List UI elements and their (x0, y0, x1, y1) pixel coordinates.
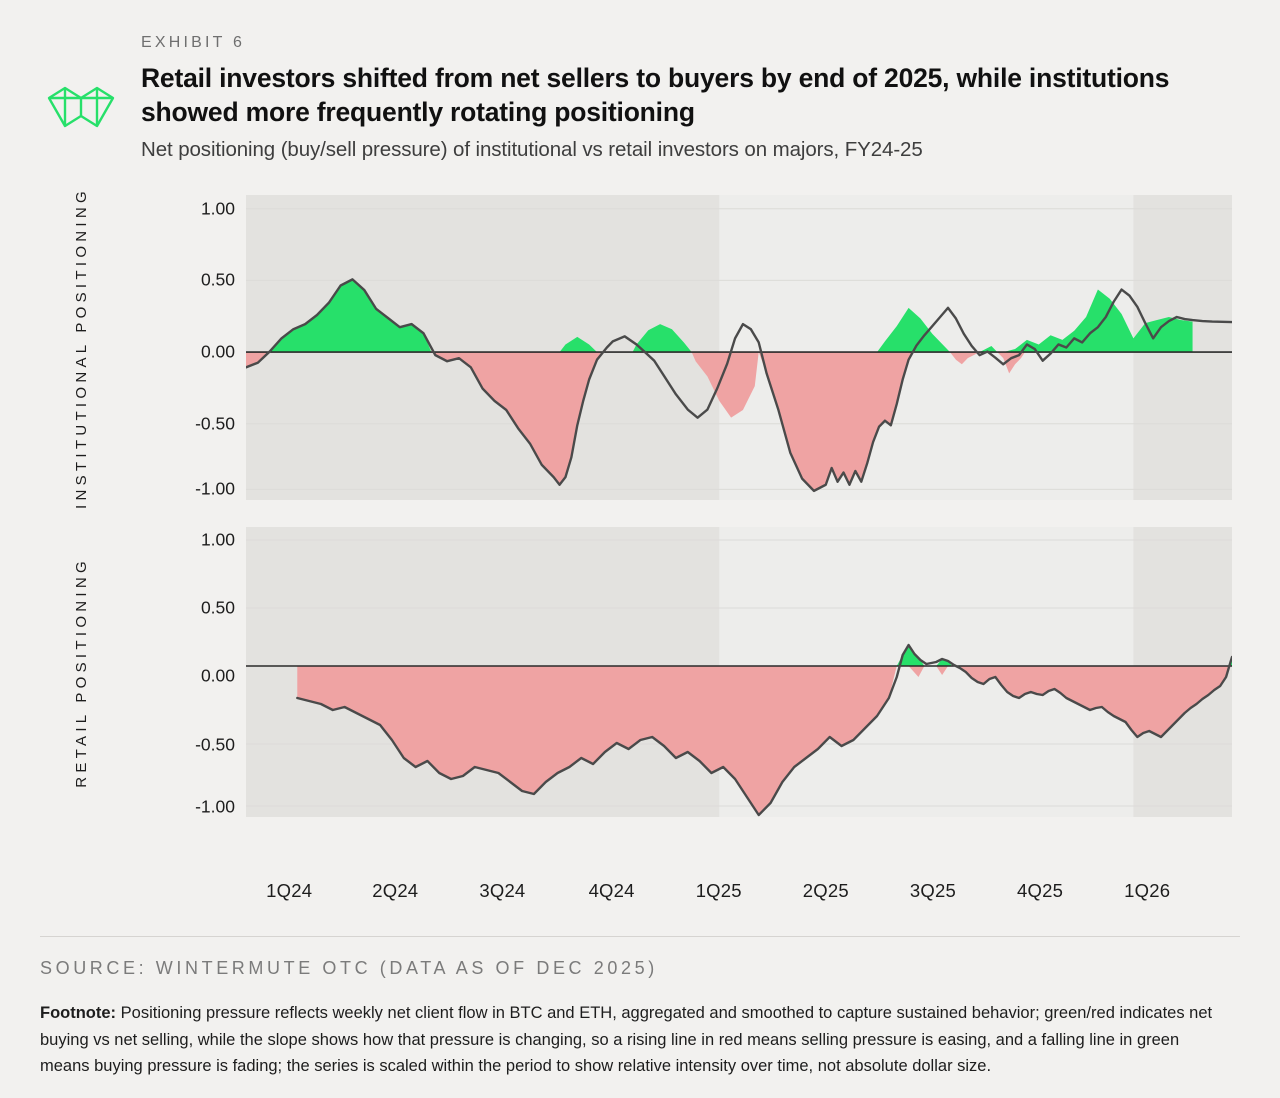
y-tick-4: -0.50 (195, 734, 235, 754)
y-tick-1: 1.00 (200, 529, 235, 550)
x-tick-4q24: 4Q24 (588, 880, 635, 901)
chart-area (40, 186, 1245, 875)
y-axis-title-institutional (54, 186, 110, 509)
chart-panel-retail (40, 527, 1245, 817)
footnote-label: Footnote: (40, 1004, 117, 1022)
y-tick-labels-institutional (150, 195, 235, 500)
x-tick-1q25: 1Q25 (695, 880, 742, 901)
x-axis-labels (206, 880, 1246, 910)
footer-divider (40, 936, 1240, 937)
exhibit-label: EXHIBIT 6 (141, 34, 246, 51)
header (40, 34, 1240, 162)
plot-institutional (246, 195, 1232, 500)
y-tick-5: -1.00 (195, 478, 235, 499)
y-axis-title-retail-label: RETAIL POSITIONING (73, 556, 91, 788)
chart-panel-institutional (40, 186, 1245, 509)
y-tick-3: 0.00 (200, 665, 235, 686)
x-tick-1q26: 1Q26 (1124, 880, 1171, 901)
source-note: SOURCE: WINTERMUTE OTC (DATA AS OF DEC 2025) (40, 958, 658, 978)
x-tick-1q24: 1Q24 (266, 880, 313, 901)
page-title: Retail investors shifted from net sellers to buyers by end of 2025, while institutions showed more frequently rotating positioning (141, 63, 1170, 128)
y-axis-title-institutional-label: INSTITUTIONAL POSITIONING (73, 186, 91, 509)
x-tick-3q24: 3Q24 (479, 880, 526, 901)
y-tick-3: 0.00 (200, 341, 235, 362)
x-tick-2q24: 2Q24 (372, 880, 419, 901)
wintermute-logo-icon (45, 82, 117, 132)
y-axis-title-retail (54, 527, 110, 817)
page-subtitle: Net positioning (buy/sell pressure) of institutional vs retail investors on majors, FY24-25 (141, 138, 923, 162)
footnote (40, 1000, 1225, 1080)
footnote-text: Positioning pressure reflects weekly net client flow in BTC and ETH, aggregated and smoothed to capture sustained behavior; green/red indicates net buying vs net selling, while the slope shows how that pressure is changing, so a rising line in red means selling pressure is easing, and a falling line in green means buying pressure is fading; the series is scaled within the period to show relative intensity over time, not absolute dollar size. (40, 1004, 1213, 1076)
y-tick-5: -1.00 (195, 796, 235, 817)
y-tick-4: -0.50 (195, 413, 235, 434)
x-tick-2q25: 2Q25 (802, 880, 849, 901)
x-tick-4q25: 4Q25 (1017, 880, 1064, 901)
y-tick-2: 0.50 (200, 269, 235, 290)
y-tick-1: 1.00 (200, 198, 235, 219)
y-tick-2: 0.50 (200, 597, 235, 618)
plot-retail (246, 527, 1232, 817)
x-tick-3q25: 3Q25 (909, 880, 956, 901)
y-tick-labels-retail (150, 527, 235, 817)
